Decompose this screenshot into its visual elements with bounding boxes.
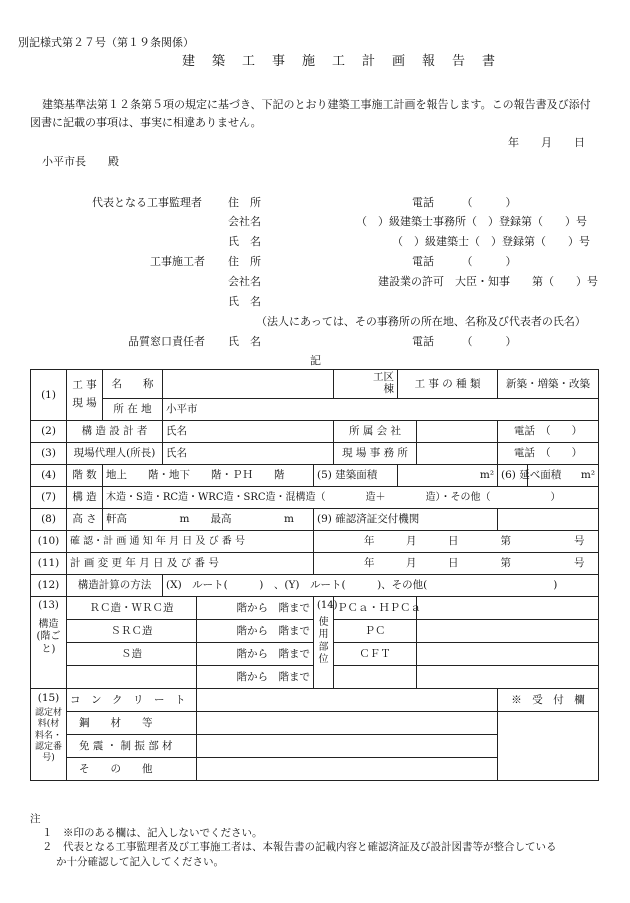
ki-mark: 記 — [310, 354, 321, 367]
row-3-number: (3) — [31, 443, 67, 465]
calc-method-value[interactable]: (X) ルート( ) 、(Y) ルート( )、その他( ) — [163, 575, 599, 597]
supervisor-company-label: 会社名 — [228, 215, 261, 228]
ward-label — [334, 370, 398, 399]
note-2-continued: か十分確認して記入してください。 — [56, 855, 224, 868]
ward-label-bottom: 棟 — [383, 383, 395, 395]
rc-floors[interactable]: 階から 階まで — [197, 597, 314, 620]
plan-change-label: 計 画 変 更 年 月 日 及 び 番 号 — [67, 553, 314, 575]
row-15-number: (15) — [37, 692, 60, 704]
confirmation-date-label: 確 認・計 画 通 知 年 月 日 及 び 番 号 — [67, 531, 314, 553]
corporate-note: （法人にあっては、その事務所の所在地、名称及び代表者の氏名） — [256, 315, 586, 328]
height-label: 高 さ — [67, 509, 103, 531]
other-materials-value[interactable] — [197, 758, 498, 781]
notes-heading: 注 — [30, 813, 41, 825]
quality-name-label: 氏 名 — [228, 335, 261, 348]
supervisor-architect-reg[interactable]: （ ）級建築士（ ）登録第（ ）号 — [392, 235, 590, 248]
site-office-value[interactable] — [417, 443, 498, 465]
date-field[interactable]: 年 月 日 — [508, 136, 585, 149]
row-13-label: 構造(階ごと) — [36, 618, 61, 655]
addressee: 小平市長 殿 — [42, 155, 119, 168]
site-agent-label: 現場代理人(所長) — [67, 443, 163, 465]
affiliated-company-label: 所 属 会 社 — [334, 421, 417, 443]
certifying-body-value[interactable] — [498, 509, 599, 531]
row-14-label: 使用部位 — [318, 616, 329, 665]
contractor-phone[interactable]: 電話 （ ） — [412, 255, 517, 268]
row-4-number: (4) — [31, 465, 67, 487]
supervisor-role: 代表となる工事監理者 — [92, 196, 202, 209]
contractor-name-label: 氏 名 — [228, 295, 261, 308]
confirmation-date-value[interactable]: 年 月 日 第 号 — [314, 531, 599, 553]
pca-label: ＰＣａ・ＨＰＣａ — [334, 597, 417, 620]
location-value[interactable]: 小平市 — [163, 399, 599, 421]
row-2-number: (2) — [31, 421, 67, 443]
contractor-company-label: 会社名 — [228, 275, 261, 288]
row-11-number: (11) — [31, 553, 67, 575]
row-7-number: (7) — [31, 487, 67, 509]
src-label: ＳＲＣ造 — [67, 620, 197, 643]
structural-designer-name[interactable]: 氏名 — [163, 421, 334, 443]
floors-value[interactable]: 地上 階・地下 階・ＰＨ 階 — [103, 465, 314, 487]
form-title: 建 築 工 事 施 工 計 画 報 告 書 — [182, 54, 498, 69]
ward-label-top: 工区 — [373, 371, 395, 384]
row-14-number: (14) — [317, 600, 338, 611]
building-area-unit[interactable]: m² — [398, 465, 498, 487]
reception-box — [498, 712, 599, 781]
row-1-label-a: 工 事 — [72, 379, 97, 392]
pc-value[interactable] — [417, 620, 599, 643]
quality-phone[interactable]: 電話 （ ） — [412, 335, 517, 348]
height-value[interactable]: 軒高 m 最高 m — [103, 509, 314, 531]
cft-label: ＣＦＴ — [334, 643, 417, 666]
extra-member-label[interactable] — [334, 666, 417, 689]
isolation-value[interactable] — [197, 735, 498, 758]
row-10-number: (10) — [31, 531, 67, 553]
note-1: １ ※印のある欄は、記入しないでください。 — [42, 827, 263, 840]
report-table — [30, 369, 599, 781]
affiliated-company-value[interactable] — [417, 421, 498, 443]
site-agent-phone[interactable]: 電話 （ ） — [498, 443, 599, 465]
row-15-header — [31, 689, 67, 781]
pc-label: ＰＣ — [334, 620, 417, 643]
structure-value[interactable]: 木造・S造・RC造・WRC造・SRC造・混構造（ 造＋ 造）・その他（ ） — [103, 487, 599, 509]
row-15-label: 認定材料(材料名・認定番号) — [34, 708, 62, 764]
row-12-number: (12) — [31, 575, 67, 597]
row-1-label — [67, 370, 103, 421]
contractor-address-label: 住 所 — [228, 255, 261, 268]
steel-label: 鋼 材 等 — [67, 712, 197, 735]
supervisor-name-label: 氏 名 — [228, 235, 261, 248]
row-1-number: (1) — [31, 370, 67, 421]
name-label: 名 称 — [103, 370, 163, 399]
work-type-label: 工 事 の 種 類 — [398, 370, 498, 399]
extra-structure-label[interactable] — [67, 666, 197, 689]
quality-role: 品質窓口責任者 — [128, 335, 205, 348]
extra-floors[interactable]: 階から 階まで — [197, 666, 314, 689]
rc-wrc-label: ＲＣ造・ＷＲＣ造 — [67, 597, 197, 620]
row-13-number: (13) — [38, 600, 59, 611]
site-agent-name[interactable]: 氏名 — [163, 443, 334, 465]
location-label: 所 在 地 — [103, 399, 163, 421]
total-floor-area-unit[interactable]: m² — [528, 465, 599, 487]
contractor-role: 工事施工者 — [150, 255, 205, 268]
designer-phone[interactable]: 電話 （ ） — [498, 421, 599, 443]
notes — [30, 812, 557, 869]
intro-line-2: 図書に記載の事項は、事実に相違ありません。 — [30, 116, 262, 129]
extra-member-value[interactable] — [417, 666, 599, 689]
supervisor-office-reg[interactable]: （ ）級建築士事務所（ ）登録第（ ）号 — [356, 215, 587, 228]
pca-value[interactable] — [417, 597, 599, 620]
row-1-label-b: 現 場 — [72, 397, 97, 409]
total-floor-area-label: (6) 延べ面積 — [498, 465, 528, 487]
reception-label: ※ 受 付 欄 — [498, 689, 599, 712]
row-8-number: (8) — [31, 509, 67, 531]
site-office-label: 現 場 事 務 所 — [334, 443, 417, 465]
name-value[interactable] — [163, 370, 334, 399]
structure-label: 構 造 — [67, 487, 103, 509]
floors-label: 階 数 — [67, 465, 103, 487]
structural-designer-label: 構 造 設 計 者 — [67, 421, 163, 443]
concrete-label: コ ン ク リ ー ト — [67, 689, 197, 712]
intro-line-1: 建築基準法第１２条第５項の規定に基づき、下記のとおり建築工事施工計画を報告します。この報告書及び添付 — [42, 98, 591, 111]
steel-value[interactable] — [197, 712, 498, 735]
note-2: ２ 代表となる工事監理者及び工事施工者は、本報告書の記載内容と確認済証及び設計図書等が整合している — [42, 841, 557, 854]
building-area-label: (5) 建築面積 — [314, 465, 398, 487]
work-type-value[interactable]: 新築・増築・改築 — [498, 370, 599, 399]
other-materials-label: そ の 他 — [67, 758, 197, 781]
row-13-header — [31, 597, 67, 689]
supervisor-address-label: 住 所 — [228, 196, 261, 209]
form-number: 別記様式第２７号（第１９条関係） — [18, 36, 194, 49]
certifying-body-label: (9) 確認済証交付機関 — [314, 509, 498, 531]
cft-value[interactable] — [417, 643, 599, 666]
src-floors[interactable]: 階から 階まで — [197, 620, 314, 643]
supervisor-phone[interactable]: 電話 （ ） — [412, 196, 517, 209]
row-14-header — [314, 597, 338, 689]
calc-method-label: 構造計算の方法 — [67, 575, 163, 597]
isolation-label: 免 震 ・ 制 振 部 材 — [67, 735, 197, 758]
concrete-value[interactable] — [197, 689, 498, 712]
s-label: Ｓ造 — [67, 643, 197, 666]
plan-change-value[interactable]: 年 月 日 第 号 — [314, 553, 599, 575]
s-floors[interactable]: 階から 階まで — [197, 643, 314, 666]
contractor-license[interactable]: 建設業の許可 大臣・知事 第（ ）号 — [378, 275, 598, 288]
